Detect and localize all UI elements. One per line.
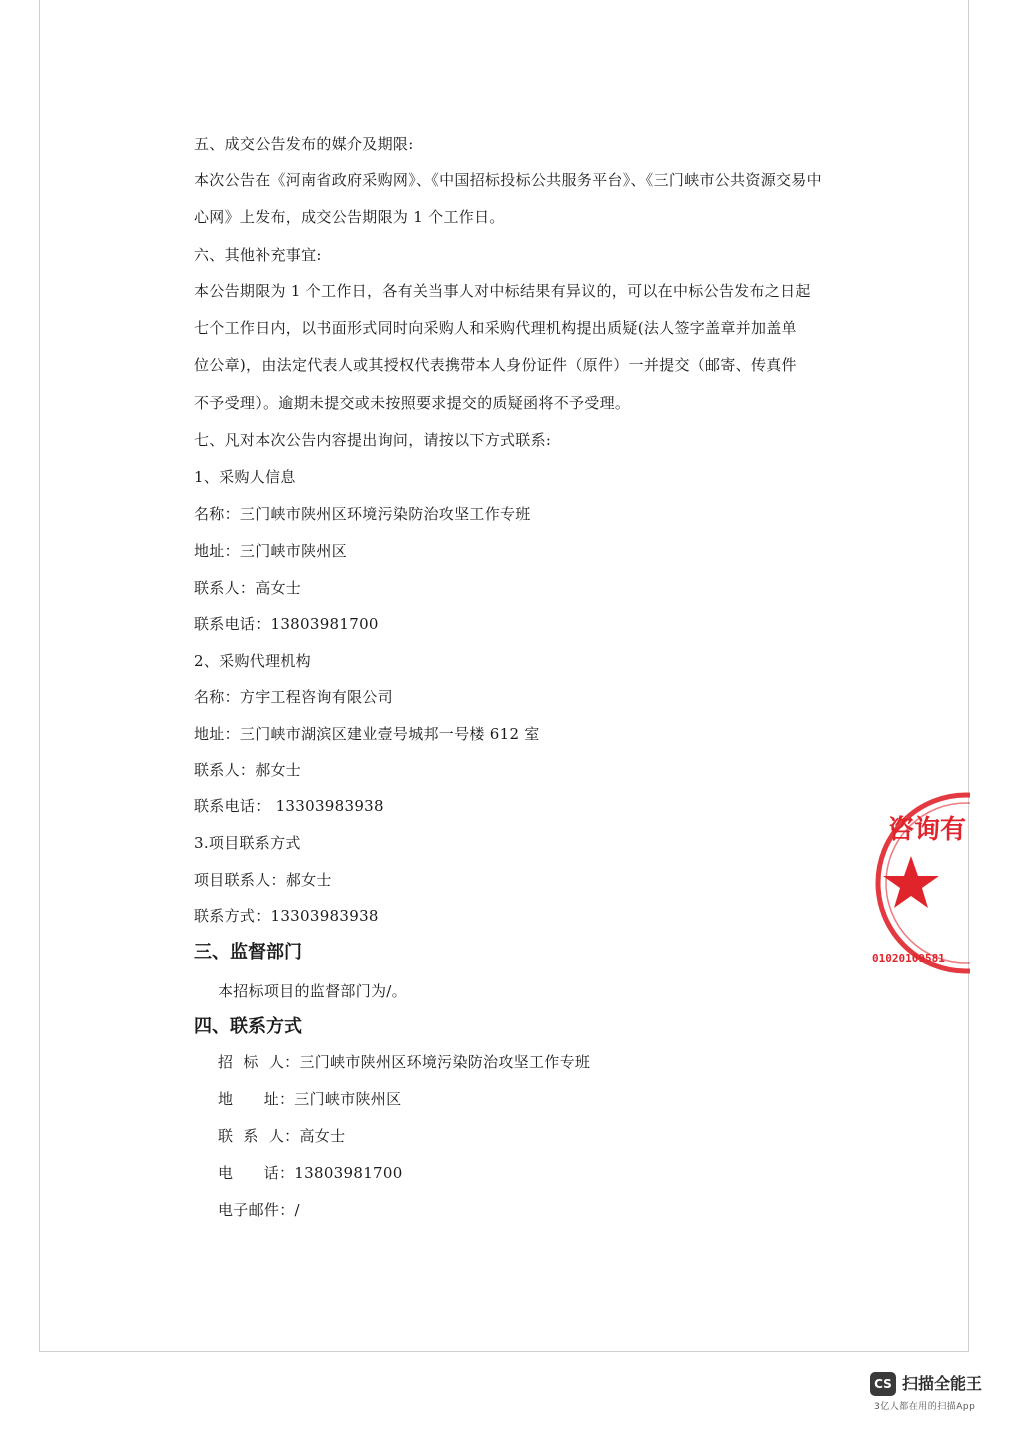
seal-star-icon: [883, 856, 939, 908]
section-6-text-line-2: 七个工作日内，以书面形式同时向采购人和采购代理机构提出质疑(法人签字盖章并加盖单: [194, 319, 797, 337]
section-7-title: 七、凡对本次公告内容提出询问，请按以下方式联系:: [194, 431, 552, 449]
contact-tenderer: 招 标 人：三门峡市陕州区环境污染防治攻坚工作专班: [218, 1053, 591, 1071]
scanner-logo-tagline: 3亿人都在用的扫描App: [874, 1402, 976, 1412]
seal-text: 咨询有: [888, 815, 967, 845]
project-contact-title: 3.项目联系方式: [194, 834, 301, 852]
contact-email: 电子邮件：/: [218, 1201, 300, 1219]
supervision-heading: 三、监督部门: [194, 942, 302, 963]
supervision-text: 本招标项目的监督部门为/。: [218, 982, 407, 1000]
scanner-logo-name: 扫描全能王: [902, 1374, 983, 1393]
contact-address: 地 址：三门峡市陕州区: [218, 1090, 402, 1108]
buyer-name: 名称：三门峡市陕州区环境污染防治攻坚工作专班: [194, 505, 531, 523]
contact-person: 联 系 人：高女士: [218, 1127, 346, 1145]
scanner-watermark: [870, 1372, 990, 1416]
project-contact-phone: 联系方式：13303983938: [194, 907, 379, 925]
section-6-text-line-4: 不予受理）。逾期未提交或未按照要求提交的质疑函将不予受理。: [194, 394, 631, 412]
section-5-text-line-1: 本次公告在《河南省政府采购网》、《中国招标投标公共服务平台》、《三门峡市公共资源交易中: [194, 171, 822, 189]
page-border: [39, 0, 969, 1352]
agent-phone: 联系电话： 13303983938: [194, 797, 384, 815]
section-5-text-line-2: 心网》上发布，成交公告期限为 1 个工作日。: [194, 208, 505, 226]
contact-heading: 四、联系方式: [194, 1016, 302, 1037]
agent-name: 名称：方宇工程咨询有限公司: [194, 688, 393, 706]
buyer-phone: 联系电话：13803981700: [194, 615, 379, 633]
agent-contact: 联系人：郝女士: [194, 761, 302, 779]
contact-phone: 电 话：13803981700: [218, 1164, 403, 1182]
section-6-text-line-3: 位公章)，由法定代表人或其授权代表携带本人身份证件（原件）一并提交（邮寄、传真件: [194, 356, 797, 374]
section-5-title: 五、成交公告发布的媒介及期限:: [194, 135, 414, 153]
agent-info-title: 2、采购代理机构: [194, 652, 311, 670]
buyer-contact: 联系人：高女士: [194, 579, 302, 597]
scanner-logo-badge: CS: [870, 1372, 896, 1396]
section-6-title: 六、其他补充事宜:: [194, 246, 322, 264]
section-6-text-line-1: 本公告期限为 1 个工作日，各有关当事人对中标结果有异议的，可以在中标公告发布之日起: [194, 282, 811, 300]
buyer-address: 地址：三门峡市陕州区: [194, 542, 348, 560]
buyer-info-title: 1、采购人信息: [194, 468, 296, 486]
project-contact-person: 项目联系人：郝女士: [194, 871, 332, 889]
agent-address: 地址：三门峡市湖滨区建业壹号城邦一号楼 612 室: [194, 725, 540, 743]
seal-number: 01020109581: [872, 952, 945, 965]
company-seal: [866, 786, 970, 980]
